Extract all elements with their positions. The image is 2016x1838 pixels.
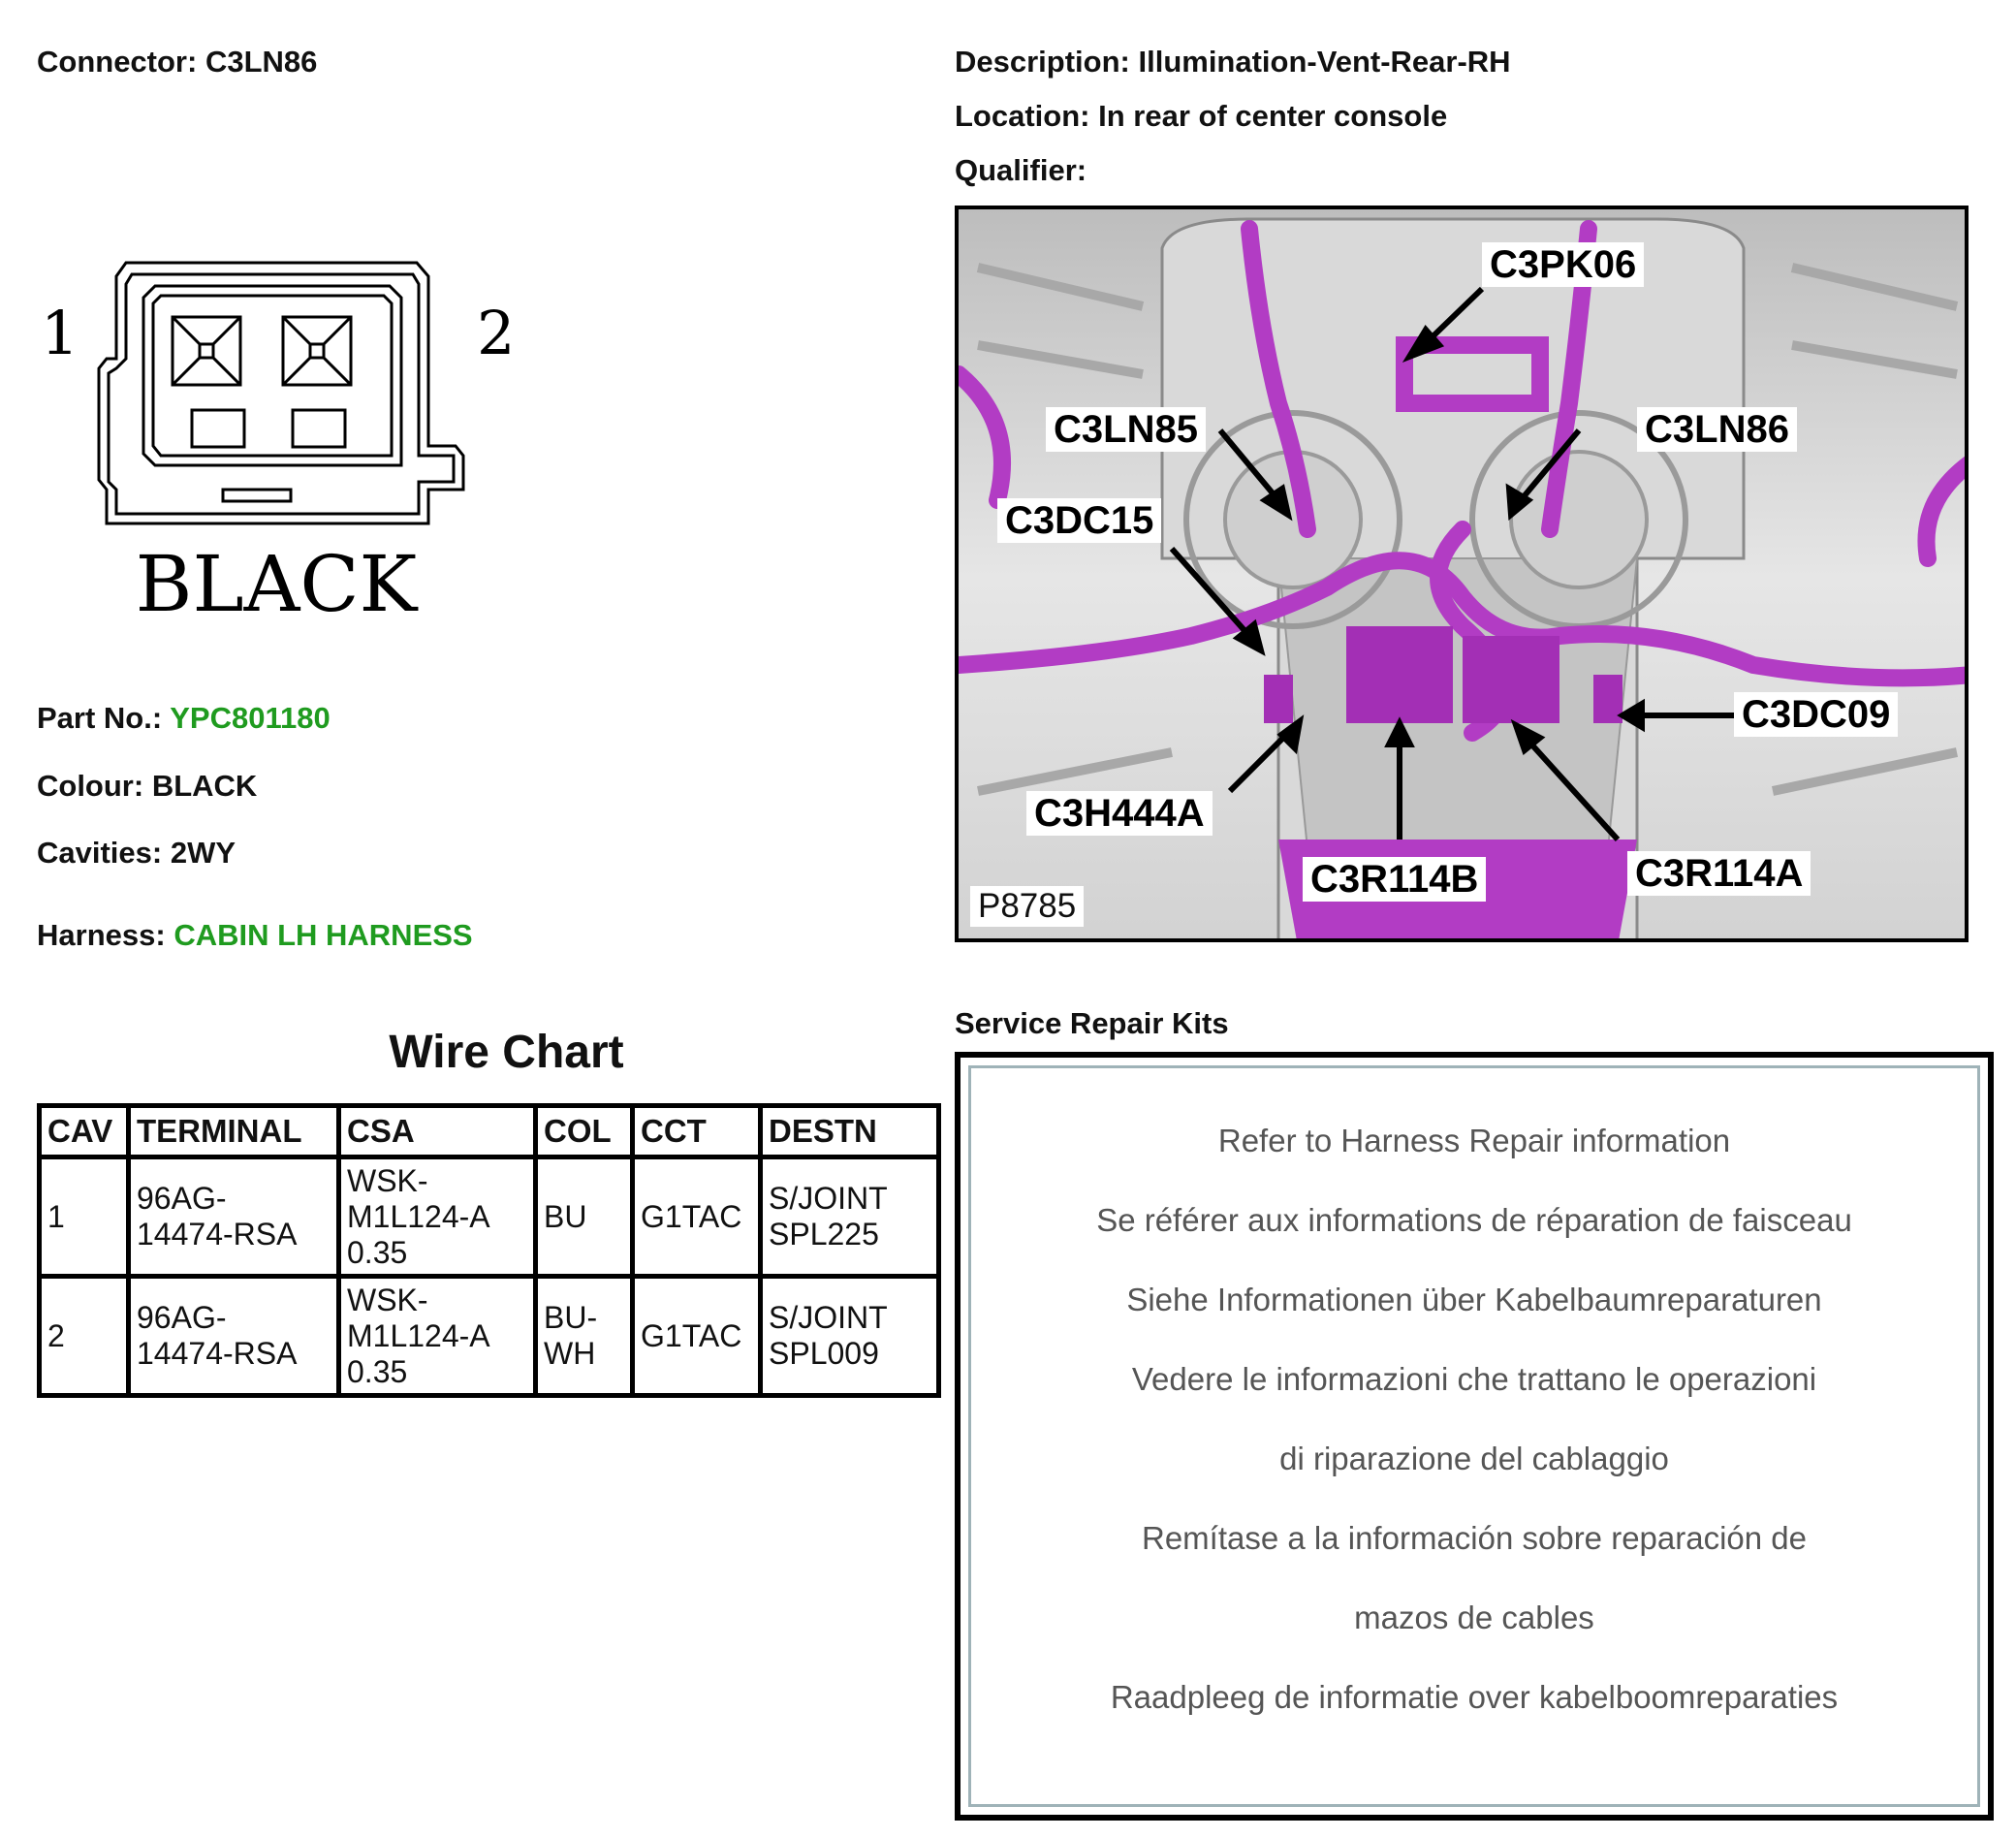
colour-value: BLACK	[151, 769, 258, 803]
harness-field	[37, 918, 473, 953]
table-row	[40, 1277, 939, 1396]
service-line: Refer to Harness Repair information	[1217, 1123, 1731, 1158]
part-label: Part No.:	[37, 701, 163, 735]
table-row	[40, 1157, 939, 1277]
callout-c3dc09: C3DC09	[1734, 692, 1898, 737]
service-line: Remítase a la información sobre reparación de	[1141, 1520, 1808, 1556]
cell-destn: S/JOINT SPL225	[761, 1157, 939, 1277]
cell-col: BU	[536, 1157, 633, 1277]
cell-cct: G1TAC	[633, 1277, 761, 1396]
part-field	[37, 701, 331, 736]
col-header-terminal: TERMINAL	[129, 1106, 339, 1157]
description-value: Illumination-Vent-Rear-RH	[1138, 45, 1511, 79]
callout-c3ln85: C3LN85	[1046, 407, 1206, 452]
callout-c3r114a: C3R114A	[1627, 851, 1811, 896]
service-line: Raadpleeg de informatie over kabelboomreparaties	[1110, 1679, 1839, 1715]
connector-field	[37, 45, 317, 79]
col-header-cct: CCT	[633, 1106, 761, 1157]
pin-2-label: 2	[477, 298, 516, 368]
colour-label: Colour:	[37, 769, 144, 803]
cell-destn: S/JOINT SPL009	[761, 1277, 939, 1396]
connector-label: Connector:	[37, 45, 198, 79]
callout-c3pk06: C3PK06	[1482, 242, 1644, 287]
cell-col: BU- WH	[536, 1277, 633, 1396]
location-label: Location:	[955, 99, 1090, 133]
service-line: mazos de cables	[1354, 1600, 1594, 1635]
connector-color-text: BLACK	[135, 539, 418, 629]
service-line: Se référer aux informations de réparation de faisceau	[1096, 1202, 1852, 1238]
cavities-field	[37, 836, 236, 871]
cell-terminal: 96AG- 14474-RSA	[129, 1157, 339, 1277]
service-repair-kits-panel	[955, 1052, 1994, 1821]
col-header-csa: CSA	[339, 1106, 536, 1157]
description-label: Description:	[955, 45, 1130, 79]
cavities-label: Cavities:	[37, 836, 163, 870]
callout-c3ln86: C3LN86	[1637, 407, 1797, 452]
connector-face-diagram	[29, 247, 533, 635]
col-header-col: COL	[536, 1106, 633, 1157]
location-field	[955, 99, 1447, 134]
wire-chart-header-row	[40, 1106, 939, 1157]
wire-chart-title: Wire Chart	[389, 1027, 624, 1078]
col-header-cav: CAV	[40, 1106, 129, 1157]
cell-cav: 1	[40, 1157, 129, 1277]
colour-field	[37, 769, 257, 804]
cell-csa: WSK- M1L124-A 0.35	[339, 1277, 536, 1396]
service-line: Siehe Informationen über Kabelbaumreparaturen	[1126, 1282, 1822, 1317]
callout-c3r114b: C3R114B	[1303, 857, 1486, 902]
location-photo	[955, 206, 1969, 942]
cavities-value: 2WY	[170, 836, 236, 870]
service-repair-kits-title: Service Repair Kits	[955, 1006, 1229, 1040]
service-line: di riparazione del cablaggio	[1279, 1441, 1669, 1476]
cell-cav: 2	[40, 1277, 129, 1396]
description-field	[955, 45, 1511, 79]
location-value: In rear of center console	[1098, 99, 1448, 133]
service-line: Vedere le informazioni che trattano le operazioni	[1131, 1361, 1817, 1397]
pin-1-label: 1	[41, 298, 79, 368]
cell-csa: WSK- M1L124-A 0.35	[339, 1157, 536, 1277]
cell-terminal: 96AG- 14474-RSA	[129, 1277, 339, 1396]
qualifier-field	[955, 153, 1087, 188]
callout-c3h444a: C3H444A	[1026, 791, 1213, 836]
qualifier-label: Qualifier:	[955, 153, 1087, 187]
wire-chart-table	[37, 1103, 941, 1398]
photo-reference-label: P8785	[970, 886, 1084, 927]
harness-link[interactable]: CABIN LH HARNESS	[173, 918, 473, 952]
callout-c3dc15: C3DC15	[997, 498, 1161, 543]
col-header-destn: DESTN	[761, 1106, 939, 1157]
service-repair-kits-content	[968, 1065, 1980, 1807]
harness-label: Harness:	[37, 918, 166, 952]
part-number-link[interactable]: YPC801180	[170, 701, 331, 735]
connector-value: C3LN86	[205, 45, 318, 79]
cell-cct: G1TAC	[633, 1157, 761, 1277]
